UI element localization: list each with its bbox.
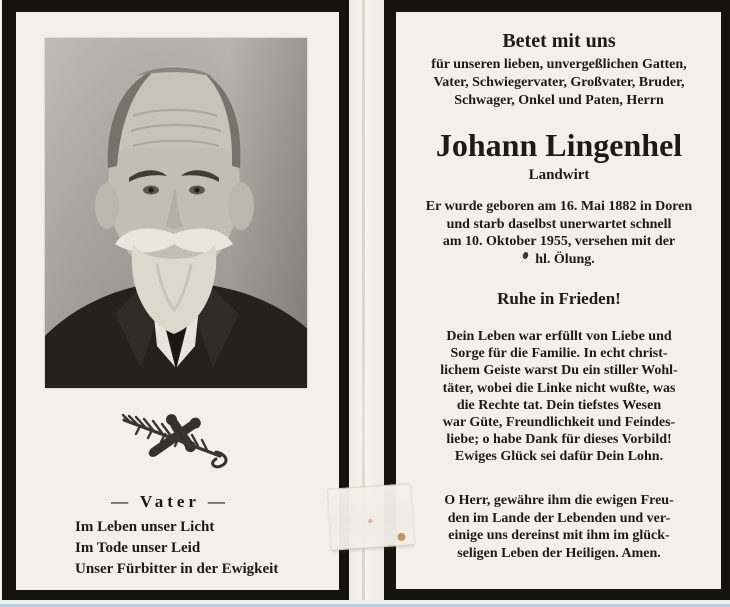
vitals-line-text: hl. Ölung.	[535, 251, 595, 267]
intro-line: für unseren lieben, unvergeßlichen Gatten,	[431, 57, 687, 72]
vitals-block	[398, 198, 720, 268]
prayer-line: einige uns dereinst mit ihm im glück-	[448, 528, 670, 543]
scan-edge	[0, 600, 730, 607]
cross-and-palm-icon	[118, 412, 242, 476]
vitals-line: Er wurde geboren am 16. Mai 1882 in Doren	[425, 199, 693, 214]
tape-strip	[328, 483, 414, 551]
vitals-line: am 10. Oktober 1955, versehen mit der	[442, 234, 676, 249]
tribute-line: die Rechte tat. Dein tiefstes Wesen	[456, 397, 662, 413]
tribute-line: Ewiges Glück sei dafür Dein Lohn.	[454, 449, 664, 465]
vitals-line: und starb daselbst unerwartet schnell	[446, 216, 672, 232]
rest-in-peace-line: Ruhe in Frieden!	[497, 289, 621, 308]
deceased-name: Johann Lingenhel	[435, 127, 683, 163]
prayer-line: O Herr, gewähre ihm die ewigen Freu-	[444, 493, 674, 508]
verse-line: Im Leben unser Licht	[75, 519, 215, 535]
intro-block	[398, 56, 720, 110]
verse-line: Unser Fürbitter in der Ewigkeit	[75, 561, 279, 577]
occupation: Landwirt	[528, 167, 590, 183]
dedication-title: — Vater —	[111, 492, 229, 511]
verse-block	[75, 517, 278, 580]
tribute-block	[398, 328, 720, 466]
verse-line: Im Tode unser Leid	[75, 540, 201, 556]
portrait-illustration	[45, 38, 307, 388]
tribute-line: lichem Geiste warst Du ein stiller Wohl-	[440, 363, 678, 379]
tribute-line: täter, wobei die Linke nicht wußte, was	[442, 380, 676, 396]
prayer-block	[398, 492, 720, 562]
vitals-line	[398, 251, 720, 269]
intro-line: Vater, Schwiegervater, Großvater, Bruder,	[433, 75, 685, 90]
ink-speck	[522, 251, 529, 259]
prayer-line: seligen Leben der Heiligen. Amen.	[457, 545, 661, 561]
tape-stain	[397, 533, 406, 542]
prayer-heading: Betet mit uns	[502, 30, 616, 52]
portrait-photo	[45, 38, 307, 388]
tribute-line: Dein Leben war erfüllt von Liebe und	[446, 329, 672, 344]
tribute-line: liebe; o habe Dank für dieses Vorbild!	[446, 432, 672, 448]
tribute-line: Sorge für die Familie. In echt christ-	[450, 346, 668, 362]
prayer-line: den im Lande der Lebenden und ver-	[447, 510, 671, 526]
intro-line: Schwager, Onkel und Paten, Herrn	[454, 93, 664, 108]
tribute-line: war Güte, Freundlichkeit und Feindes-	[442, 415, 676, 431]
